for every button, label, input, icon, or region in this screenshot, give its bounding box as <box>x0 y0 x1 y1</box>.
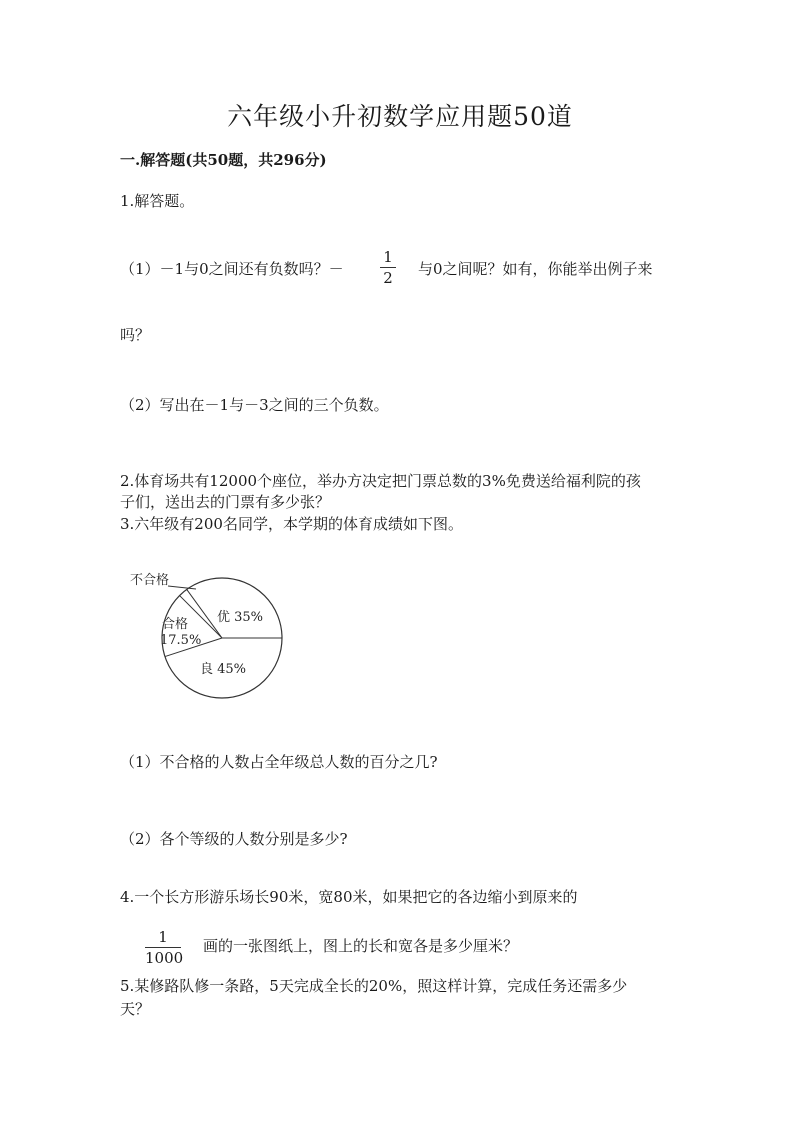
q1-part1-continuation: 吗？ <box>120 326 151 344</box>
q1-heading: 1.解答题。 <box>120 192 195 210</box>
fraction-denominator: 1000 <box>145 949 184 967</box>
label-good: 良 45% <box>200 662 247 677</box>
page-title: 六年级小升初数学应用题50道 <box>227 102 573 131</box>
q4-line1: 4.一个长方形游乐场长90米，宽80米，如果把它的各边缩小到原来的 <box>120 888 578 906</box>
q2-line2: 子们，送出去的门票有多少张？ <box>120 493 331 511</box>
q3-line1: 3.六年级有200名同学，本学期的体育成绩如下图。 <box>120 515 463 533</box>
q2-line1: 2.体育场共有12000个座位，举办方决定把门票总数的3%免费送给福利院的孩 <box>120 472 641 490</box>
fraction-numerator: 1 <box>158 928 168 946</box>
fraction-denominator: 2 <box>383 269 393 287</box>
fraction-bar <box>145 947 181 948</box>
q1-fraction-half <box>380 248 396 287</box>
pie-chart <box>120 560 300 710</box>
fraction-numerator: 1 <box>383 248 393 266</box>
section-heading: 一.解答题(共50题，共296分) <box>120 151 327 169</box>
q1-part2-text: （2）写出在－1与－3之间的三个负数。 <box>120 396 389 414</box>
q4-line2: 画的一张图纸上，图上的长和宽各是多少厘米？ <box>203 937 519 955</box>
q3-part1: （1）不合格的人数占全年级总人数的百分之几? <box>120 753 438 771</box>
q5-line2: 天？ <box>120 1000 151 1018</box>
q3-part2: （2）各个等级的人数分别是多少? <box>120 830 348 848</box>
q4-fraction <box>145 928 184 967</box>
fraction-bar <box>380 267 396 268</box>
q5-line1: 5.某修路队修一条路，5天完成全长的20%，照这样计算，完成任务还需多少 <box>120 977 628 995</box>
q1-part1-text: （1）－1与0之间还有负数吗？－ <box>120 260 344 278</box>
label-pass-pct: 17.5% <box>160 633 202 648</box>
q1-part1-text-after: 与0之间呢？如有，你能举出例子来 <box>418 260 653 278</box>
label-fail: 不合格 <box>130 573 170 588</box>
label-excellent: 优 35% <box>217 610 264 625</box>
label-pass-name: 合格 <box>162 617 189 632</box>
